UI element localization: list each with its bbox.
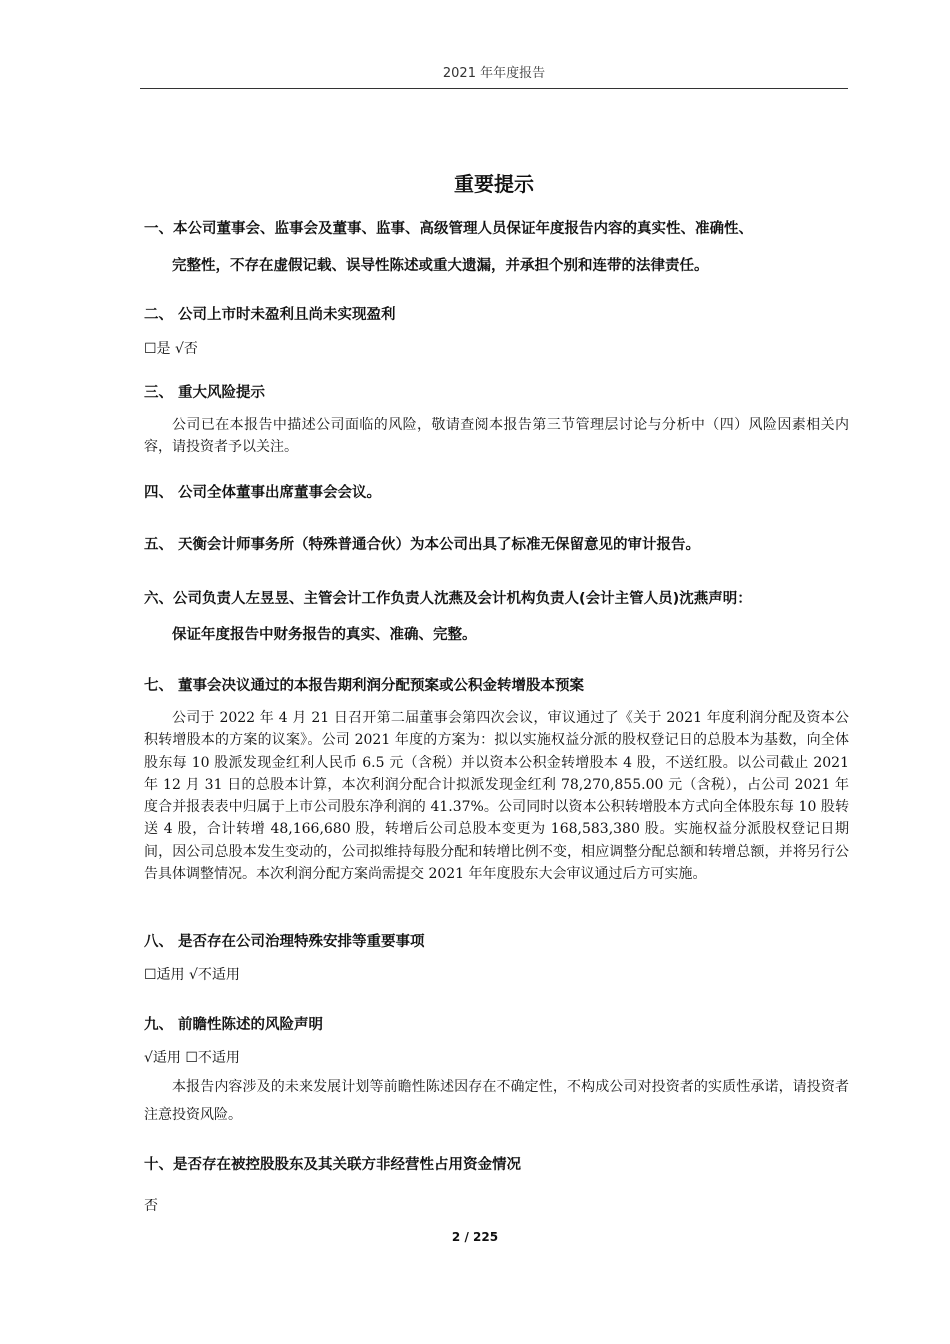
page-header [140,64,848,89]
section-3-heading: 三、 重大风险提示 [144,385,266,401]
section-10-heading: 十、是否存在被控股股东及其关联方非经营性占用资金情况 [144,1157,521,1173]
section-6-line-2: 保证年度报告中财务报告的真实、准确、完整。 [172,627,477,643]
section-1-line-2: 完整性，不存在虚假记载、误导性陈述或重大遗漏，并承担个别和连带的法律责任。 [172,258,709,274]
section-9-options: √适用 ☐不适用 [144,1050,240,1066]
section-3-body: 公司已在本报告中描述公司面临的风险，敬请查阅本报告第三节管理层讨论与分析中（四）风险因素相关内容，请投资者予以关注。 [144,417,849,455]
section-7-body: 公司于 2022 年 4 月 21 日召开第二届董事会第四次会议，审议通过了《关于 2021 年度利润分配及资本公积转增股本的方案的议案》。公司 2021 年度的方案为：拟以实施权益分派的股权登记日的总股本为基数，向全体股东每 10 股派发现金红利人民币 6.5 元（含税）并以资本公积金转增股本 4 股，不送红股。以公司截止 2021 年 12 月 31 日的总股本计算，本次利润分配合计拟派发现金红利 78,270,855.00 元（含税），占公司 2021 年度合并报表表中归属于上市公司股东净利润的 41.37%。公司同时以资本公积转增股本方式向全体股东每 10 股转送 4 股，合计转增 48,166,680 股，转增后公司总股本变更为 168,583,380 股。实施权益分派股权登记日期间，因公司总股本发生变动的，公司拟维持每股分配和转增比例不变，相应调整分配总额和转增总额，并将另行公告具体调整情况。本次利润分配方案尚需提交 2021 年年度股东大会审议通过后方可实施。 [144,710,849,883]
section-10-answer: 否 [144,1198,158,1214]
section-2-options: ☐是 √否 [144,341,198,357]
section-1-line-1: 一、本公司董事会、监事会及董事、监事、高级管理人员保证年度报告内容的真实性、准确性、 [144,221,753,237]
section-5-heading: 五、 天衡会计师事务所（特殊普通合伙）为本公司出具了标准无保留意见的审计报告。 [144,537,701,553]
section-6-line-1: 六、公司负责人左昱昱、主管会计工作负责人沈燕及会计机构负责人(会计主管人员)沈燕声明： [144,591,752,607]
page-title: 重要提示 [454,172,534,196]
header-text: 2021 年年度报告 [442,66,546,81]
section-9-heading: 九、 前瞻性陈述的风险声明 [144,1017,324,1033]
page-number: 2 / 225 [451,1230,499,1244]
section-4-heading: 四、 公司全体董事出席董事会会议。 [144,485,382,501]
section-8-options: ☐适用 √不适用 [144,967,240,983]
section-8-heading: 八、 是否存在公司治理特殊安排等重要事项 [144,934,425,950]
section-7-heading: 七、 董事会决议通过的本报告期利润分配预案或公积金转增股本预案 [144,678,585,694]
section-9-body: 本报告内容涉及的未来发展计划等前瞻性陈述因存在不确定性，不构成公司对投资者的实质性承诺，请投资者注意投资风险。 [144,1079,849,1123]
section-2-heading: 二、 公司上市时未盈利且尚未实现盈利 [144,307,396,323]
